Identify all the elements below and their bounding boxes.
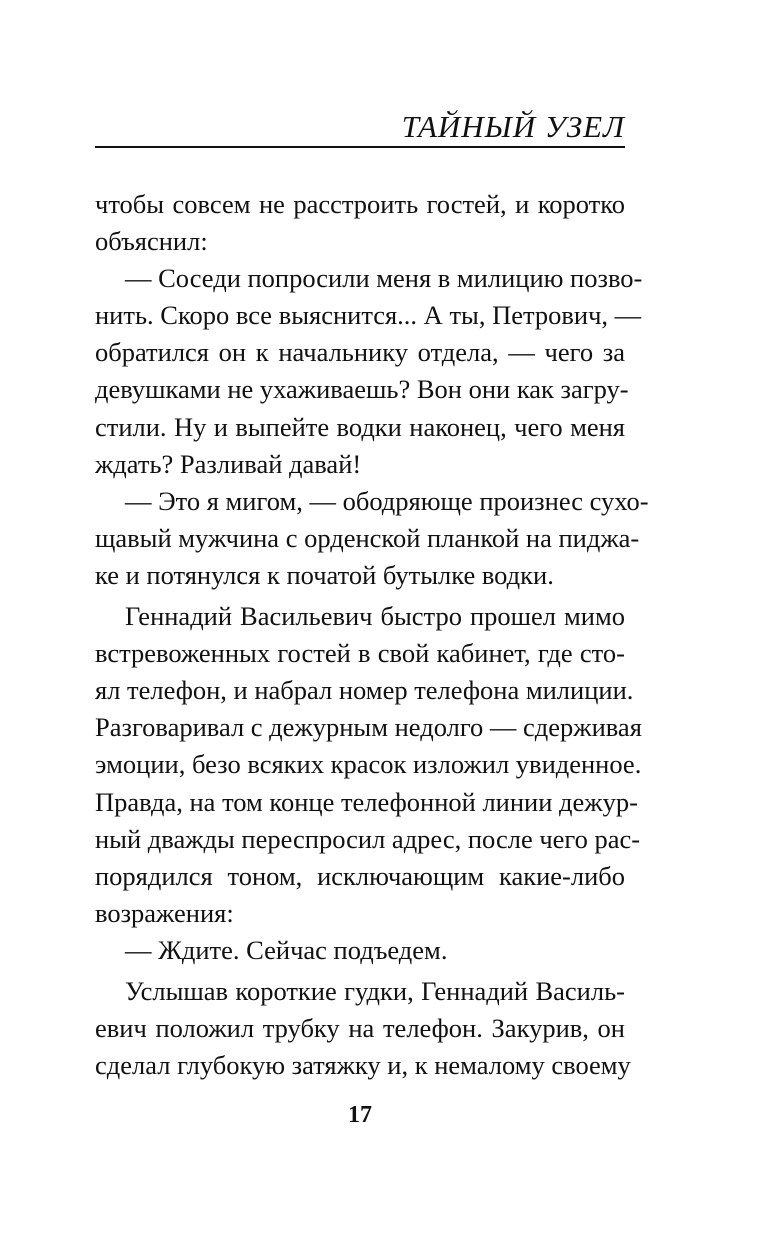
text-line: сделал глубокую затяжку и, к немалому своему: [95, 1050, 631, 1081]
text-line: обратился он к начальнику отдела, — чего за: [95, 337, 625, 368]
text-line: ял телефон, и набрал номер телефона милиции.: [95, 675, 634, 706]
text-line: — Ждите. Сейчас подъедем.: [125, 934, 448, 965]
text-line: стили. Ну и выпейте водки наконец, чего меня: [95, 411, 625, 442]
text-line: щавый мужчина с орденской планкой на пиджа-: [95, 522, 640, 553]
text-line: чтобы совсем не расстроить гостей, и коротко: [95, 189, 625, 219]
text-line: — Соседи попросили меня в милицию позво-: [125, 263, 643, 294]
text-line: ке и потянулся к початой бутылке водки.: [95, 559, 554, 590]
text-line: — Это я мигом, — ободряюще произнес сухо-: [125, 485, 649, 516]
text-line: ный дважды переспросил адрес, после чего рас-: [95, 823, 641, 854]
text-line: Геннадий Васильевич быстро прошел мимо: [125, 601, 625, 632]
body-text: [95, 186, 649, 1084]
text-line: девушками не ухаживаешь? Вон они как загру-: [95, 374, 629, 405]
text-line: встревоженных гостей в свой кабинет, где сто-: [95, 638, 625, 669]
text-line: нить. Скоро все выяснится... А ты, Петрович, —: [95, 300, 642, 331]
text-line: ждать? Разливай давай!: [95, 448, 362, 479]
text-line: эмоции, безо всяких красок изложил увиденное.: [95, 749, 642, 780]
header-rule: [95, 146, 625, 148]
page-number: 17: [348, 1102, 372, 1128]
running-head: ТАЙНЫЙ УЗЕЛ: [401, 109, 625, 144]
text-line: евич положил трубку на телефон. Закурив, он: [95, 1013, 625, 1044]
text-line: Разговаривал с дежурным недолго — сдерживая: [95, 712, 642, 743]
text-line: возражения:: [95, 897, 234, 928]
text-line: объяснил:: [95, 226, 208, 257]
text-line: Услышав короткие гудки, Геннадий Василь-: [125, 975, 625, 1006]
text-line: порядился тоном, исключающим какие-либо: [95, 860, 625, 891]
text-line: Правда, на том конце телефонной линии дежур-: [95, 786, 638, 817]
